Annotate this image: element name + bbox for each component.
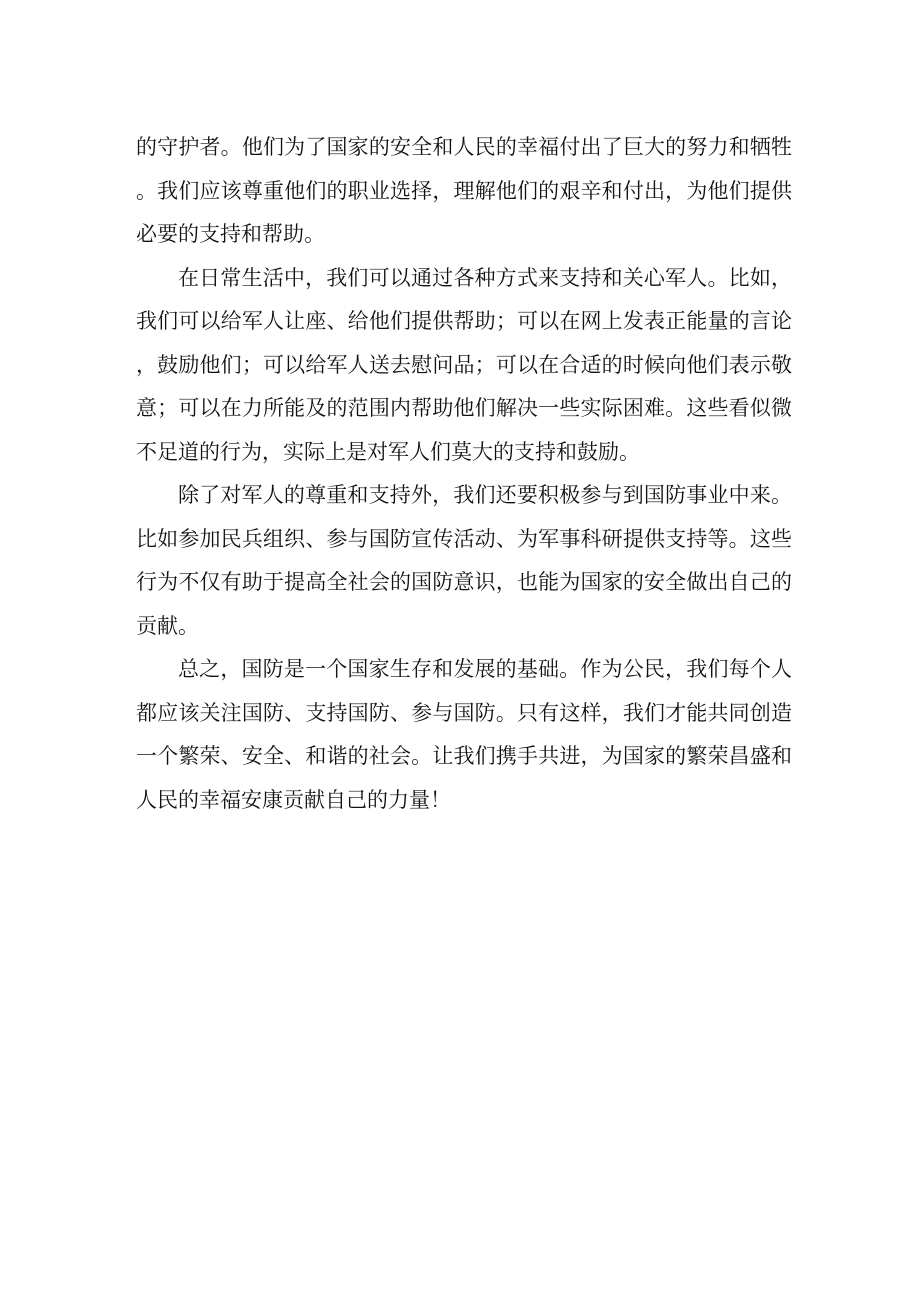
paragraph-4: 总之，国防是一个国家生存和发展的基础。作为公民，我们每个人都应该关注国防、支持国防、参与国防。只有这样，我们才能共同创造一个繁荣、安全、和谐的社会。让我们携手共进，为国家的繁荣昌盛和人民的幸福安康贡献自己的力量！ [136,657,792,812]
paragraph-3: 除了对军人的尊重和支持外，我们还要积极参与到国防事业中来。比如参加民兵组织、参与国防宣传活动、为军事科研提供支持等。这些行为不仅有助于提高全社会的国防意识，也能为国家的安全做出自己的贡献。 [136,483,792,638]
paragraph-1: 的守护者。他们为了国家的安全和人民的幸福付出了巨大的努力和牺牲。我们应该尊重他们的职业选择，理解他们的艰辛和付出，为他们提供必要的支持和帮助。 [136,135,792,246]
paragraph-2: 在日常生活中，我们可以通过各种方式来支持和关心军人。比如，我们可以给军人让座、给他们提供帮助；可以在网上发表正能量的言论，鼓励他们；可以给军人送去慰问品；可以在合适的时候向他们表示敬意；可以在力所能及的范围内帮助他们解决一些实际困难。这些看似微不足道的行为，实际上是对军人们莫大的支持和鼓励。 [136,265,792,464]
document-body [136,126,792,822]
